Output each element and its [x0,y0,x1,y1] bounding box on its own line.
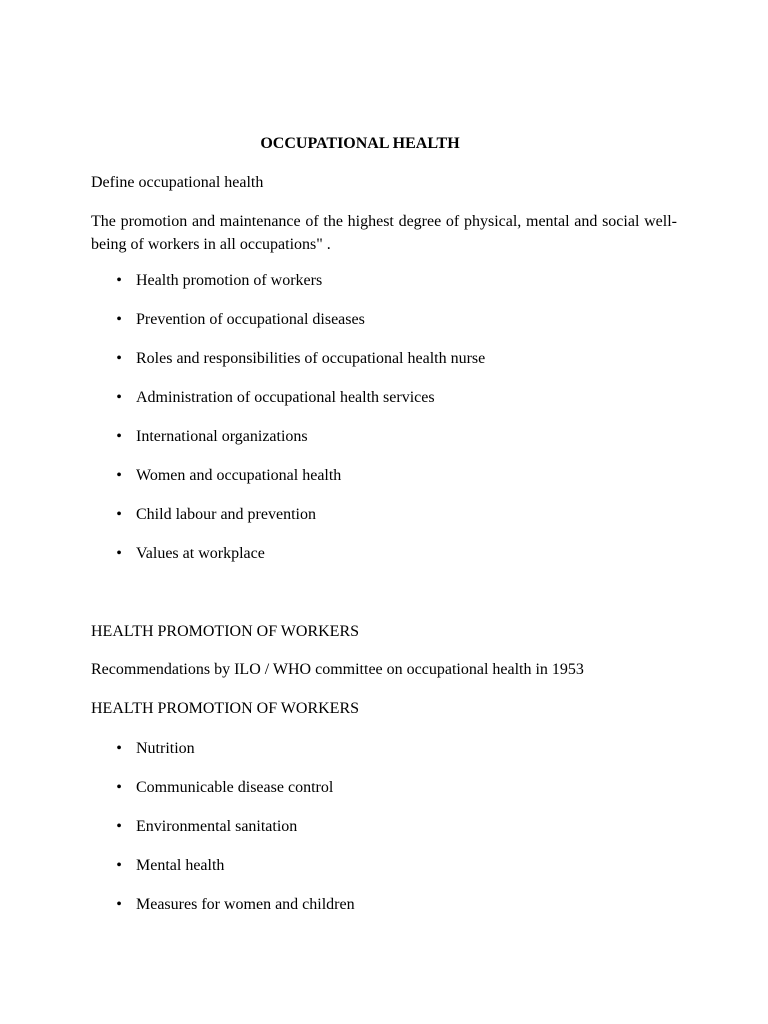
bullet-icon: • [116,779,122,796]
list-item-text: Roles and responsibilities of occupational health nurse [136,350,486,367]
list-item-text: Communicable disease control [136,779,334,796]
list-item-text: Measures for women and children [136,896,355,913]
section-heading-health-promotion: HEALTH PROMOTION OF WORKERS [91,623,360,640]
list-item-text: Child labour and prevention [136,506,316,523]
bullet-icon: • [116,428,122,445]
define-heading: Define occupational health [91,174,264,191]
bullet-icon: • [116,740,122,757]
bullet-icon: • [116,311,122,328]
recommendation-text: Recommendations by ILO / WHO committee on occupational health in 1953 [91,661,584,678]
list-item-text: Administration of occupational health services [136,389,435,406]
bullet-icon: • [116,506,122,523]
bullet-icon: • [116,818,122,835]
bullet-icon: • [116,389,122,406]
list-item-text: Mental health [136,857,225,874]
bullet-icon: • [116,896,122,913]
page-title: OCCUPATIONAL HEALTH [260,135,460,152]
list-item-text: Environmental sanitation [136,818,298,835]
bullet-icon: • [116,467,122,484]
list-item-text: Women and occupational health [136,467,342,484]
list-item-text: International organizations [136,428,308,445]
bullet-icon: • [116,272,122,289]
bullet-icon: • [116,545,122,562]
section-heading-health-promotion-2: HEALTH PROMOTION OF WORKERS [91,700,360,717]
list-item-text: Values at workplace [136,545,265,562]
list-item-text: Prevention of occupational diseases [136,311,365,328]
definition-paragraph: The promotion and maintenance of the highest degree of physical, mental and social well-being of workers in all occupations" . [91,213,677,253]
list-item-text: Health promotion of workers [136,272,323,289]
bullet-icon: • [116,350,122,367]
bullet-icon: • [116,857,122,874]
list-item-text: Nutrition [136,740,195,757]
